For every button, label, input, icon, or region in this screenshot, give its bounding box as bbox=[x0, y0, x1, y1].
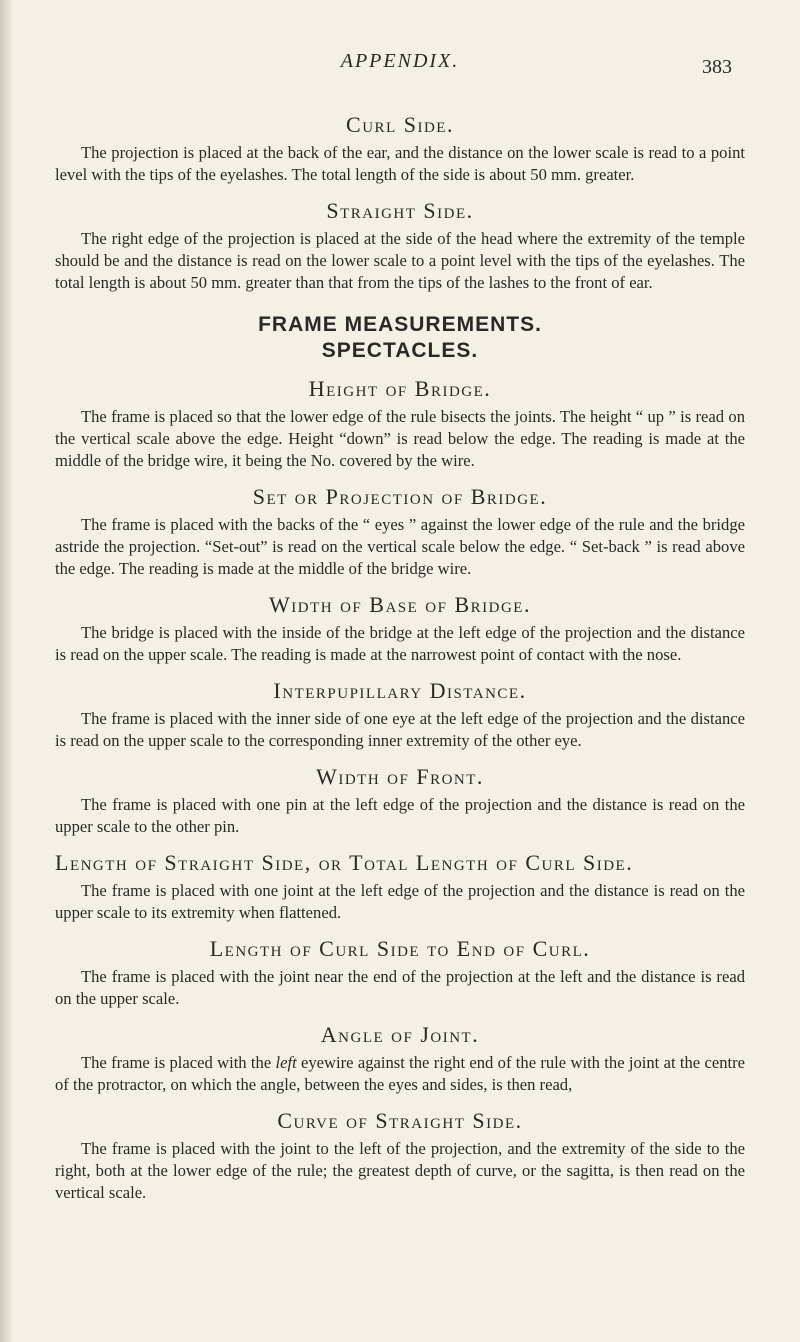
measurement-paragraph: The frame is placed with the joint near the end of the projection at the left and the distance is read on the upper scale. bbox=[55, 967, 745, 1008]
measurement-heading: Length of Straight Side, or Total Length of Curl Side. bbox=[55, 850, 634, 875]
running-head bbox=[0, 50, 800, 80]
measurement-heading: Width of Base of Bridge. bbox=[269, 592, 531, 617]
running-title: APPENDIX. bbox=[340, 50, 460, 72]
major-heading-line: FRAME MEASUREMENTS. bbox=[258, 313, 542, 336]
paragraph-text: eyewire against the right end of the rule with the joint at the centre of the protractor, on which the angle, between the eyes and sides, is then read, bbox=[55, 1053, 745, 1094]
major-heading-line: SPECTACLES. bbox=[321, 339, 479, 362]
measurement-paragraph: The frame is placed with the backs of the “ eyes ” against the lower edge of the rule and the bridge astride the projection. “Set-out” is read on the vertical scale below the edge. “ Set-back ” is read above the edge. The reading is made at the middle of the bridge wire. bbox=[55, 515, 745, 578]
measurement-heading: Angle of Joint. bbox=[320, 1022, 480, 1047]
section-heading: Straight Side. bbox=[326, 198, 474, 223]
measurement-paragraph: The frame is placed with one pin at the left edge of the projection and the distance is read on the upper scale to the other pin. bbox=[55, 795, 745, 836]
measurement-heading: Curve of Straight Side. bbox=[277, 1108, 523, 1133]
measurement-paragraph: The frame is placed with the joint to the left of the projection, and the extremity of the side to the right, both at the lower edge of the rule; the greatest depth of curve, or the sagitta, is then read on the vertical scale. bbox=[55, 1139, 745, 1202]
emphasis-text: left bbox=[275, 1053, 297, 1072]
measurement-heading: Width of Front. bbox=[316, 764, 484, 789]
measurement-paragraph: The bridge is placed with the inside of the bridge at the left edge of the projection and the distance is read on the upper scale. The reading is made at the narrowest point of contact with the nose. bbox=[55, 623, 745, 664]
measurement-heading: Set or Projection of Bridge. bbox=[252, 484, 548, 509]
major-heading bbox=[55, 312, 745, 364]
paragraph-text: The frame is placed with the bbox=[81, 1053, 276, 1072]
measurement-heading: Interpupillary Distance. bbox=[273, 678, 527, 703]
measurement-heading: Height of Bridge. bbox=[308, 376, 492, 401]
section-paragraph: The projection is placed at the back of the ear, and the distance on the lower scale is read to a point level with the tips of the eyelashes. The total length of the side is about 50 mm. greater. bbox=[55, 143, 745, 184]
measurement-paragraph: The frame is placed with the inner side of one eye at the left edge of the projection and the distance is read on the upper scale to the corresponding inner extremity of the other eye. bbox=[55, 709, 745, 750]
measurement-paragraph bbox=[55, 1052, 745, 1096]
measurement-paragraph: The frame is placed with one joint at the left edge of the projection and the distance is read on the upper scale to its extremity when flattened. bbox=[55, 881, 745, 922]
page-content bbox=[55, 100, 745, 1210]
measurement-heading: Length of Curl Side to End of Curl. bbox=[209, 936, 591, 961]
page-number: 383 bbox=[702, 56, 732, 78]
section-heading: Curl Side. bbox=[346, 112, 454, 137]
section-paragraph: The right edge of the projection is placed at the side of the head where the extremity of the temple should be and the distance is read on the lower scale to a point level with the tips of the eyelashes. The total length is about 50 mm. greater than that from the tips of the lashes to the front of ear. bbox=[55, 229, 745, 292]
measurement-paragraph: The frame is placed so that the lower edge of the rule bisects the joints. The height “ up ” is read on the vertical scale above the edge. Height “down” is read below the edge. The reading is made at the middle of the bridge wire, it being the No. covered by the wire. bbox=[55, 407, 745, 470]
